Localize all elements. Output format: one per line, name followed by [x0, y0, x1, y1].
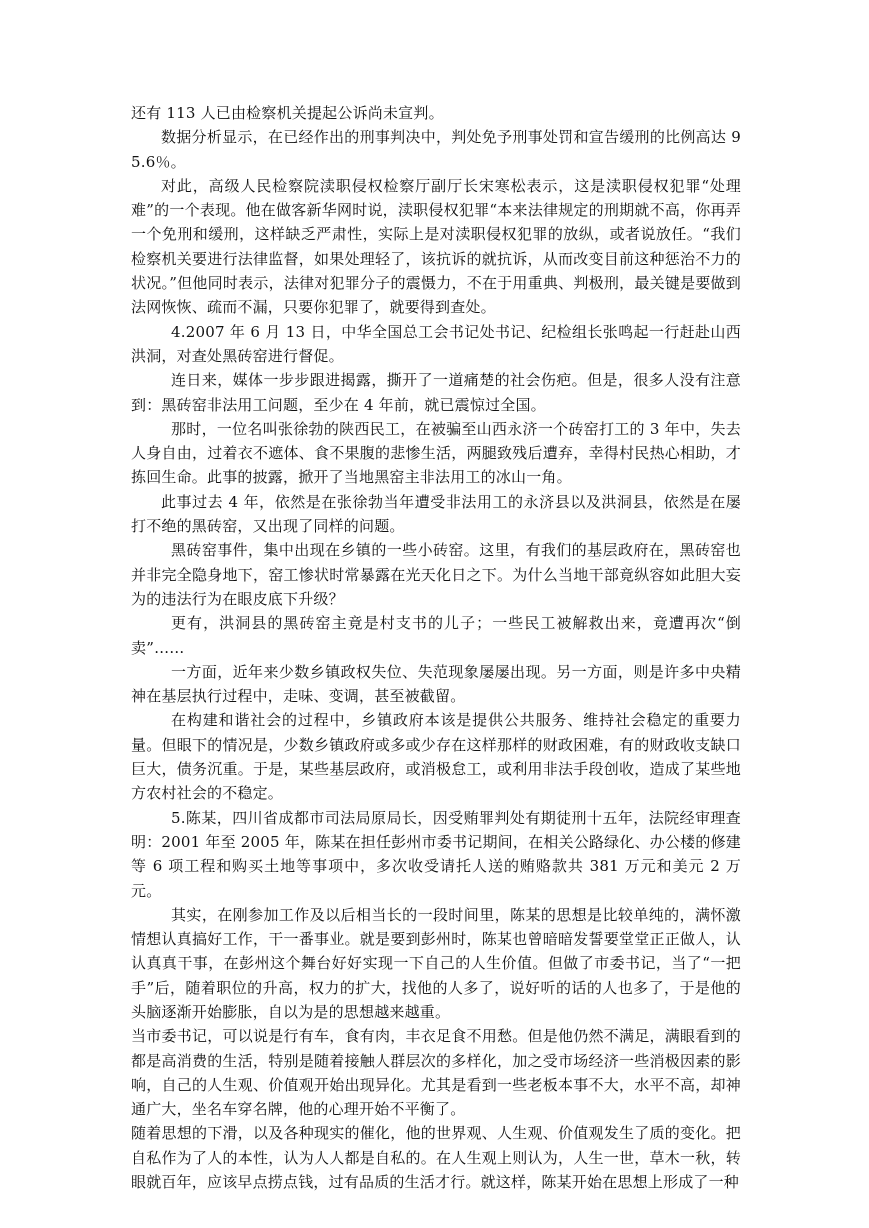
paragraph: 此事过去 4 年，依然是在张徐勃当年遭受非法用工的永济县以及洪洞县，依然是在屡打不绝的黑砖窑，又出现了同样的问题。: [131, 492, 741, 536]
paragraph: 连日来，媒体一步步跟进揭露，撕开了一道痛楚的社会伤疤。但是，很多人没有注意到：黑砖窑非法用工问题，至少在 4 年前，就已震惊过全国。: [131, 371, 741, 414]
paragraph: 对此，高级人民检察院渎职侵权检察厅副厅长宋寒松表示，这是渎职侵权犯罪“处理难”的一个表现。他在做客新华网时说，渎职侵权犯罪“本来法律规定的刑期就不高，你再弄一个免刑和缓刑，这样缺乏严肃性，实际上是对渎职侵权犯罪的放纵，或者说放任。“我们检察机关要进行法律监督，如果处理轻了，该抗诉的就抗诉，从而改变目前这种惩治不力的状况。”但他同时表示，法律对犯罪分子的震慑力，不在于用重典、判极刑，最关键是要做到法网恢恢、疏而不漏，只要你犯罪了，就要得到查处。: [131, 176, 741, 317]
paragraph: 其实，在刚参加工作及以后相当长的一段时间里，陈某的思想是比较单纯的，满怀激情想认真搞好工作，干一番事业。就是要到彭州时，陈某也曾暗暗发誓要堂堂正正做人，认认真真干事，在彭州这个舞台好好实现一下自己的人生价值。但做了市委书记，当了“一把手”后，随着职位的升高，权力的扩大，找他的人多了，说好听的话的人也多了，于是他的头脑逐渐开始膨胀，自以为是的思想越来越重。: [131, 905, 741, 1021]
document-page: [131, 101, 741, 1194]
paragraph: 当市委书记，可以说是行有车，食有肉，丰衣足食不用愁。但是他仍然不满足，满眼看到的都是高消费的生活，特别是随着接触人群层次的多样化，加之受市场经济一些消极因素的影响，自己的人生观、价值观开始出现异化。尤其是看到一些老板本事不大，水平不高，却神通广大，坐名车穿名牌，他的心理开始不平衡了。: [131, 1027, 741, 1119]
paragraph: 4.2007 年 6 月 13 日，中华全国总工会书记处书记、纪检组长张鸣起一行赶赴山西洪洞，对查处黑砖窑进行督促。: [131, 322, 741, 365]
paragraph: 黑砖窑事件，集中出现在乡镇的一些小砖窑。这里，有我们的基层政府在，黑砖窑也并非完全隐身地下，窑工惨状时常暴露在光天化日之下。为什么当地干部竟纵容如此胆大妄为的违法行为在眼皮底下升级？: [131, 541, 741, 608]
paragraph: 随着思想的下滑，以及各种现实的催化，他的世界观、人生观、价值观发生了质的变化。把自私作为了人的本性，认为人人都是自私的。在人生观上则认为，人生一世，草木一秋，转眼就百年，应该早点捞点钱，过有品质的生活才行。就这样，陈某开始在思想上形成了一种: [131, 1124, 741, 1192]
paragraph: 一方面，近年来少数乡镇政权失位、失范现象屡屡出现。另一方面，则是许多中央精神在基层执行过程中，走味、变调，甚至被截留。: [131, 662, 741, 706]
paragraph: 数据分析显示，在已经作出的刑事判决中，判处免予刑事处罚和宣告缓刑的比例高达 95.6％。: [131, 128, 741, 171]
paragraph: 还有 113 人已由检察机关提起公诉尚未宣判。: [131, 104, 444, 122]
paragraph: 更有，洪洞县的黑砖窑主竟是村支书的儿子；一些民工被解救出来，竟遭再次“倒卖”……: [131, 614, 741, 657]
paragraph: 5.陈某，四川省成都市司法局原局长，因受贿罪判处有期徒刑十五年，法院经审理查明：2001 年至 2005 年，陈某在担任彭州市委书记期间，在相关公路绿化、办公楼的修建等 6 项工程和购买土地等事项中，多次收受请托人送的贿赂款共 381 万元和美元 2 万元。: [131, 808, 741, 900]
paragraph: 那时，一位名叫张徐勃的陕西民工，在被骗至山西永济一个砖窑打工的 3 年中，失去人身自由，过着衣不遮体、食不果腹的悲惨生活，两腿致残后遭弃，幸得村民热心相助，才拣回生命。此事的披露，掀开了当地黑窑主非法用工的冰山一角。: [131, 419, 741, 487]
paragraph: 在构建和谐社会的过程中，乡镇政府本该是提供公共服务、维持社会稳定的重要力量。但眼下的情况是，少数乡镇政府或多或少存在这样那样的财政困难，有的财政收支缺口巨大，债务沉重。于是，某些基层政府，或消极怠工，或利用非法手段创收，造成了某些地方农村社会的不稳定。: [131, 711, 741, 803]
